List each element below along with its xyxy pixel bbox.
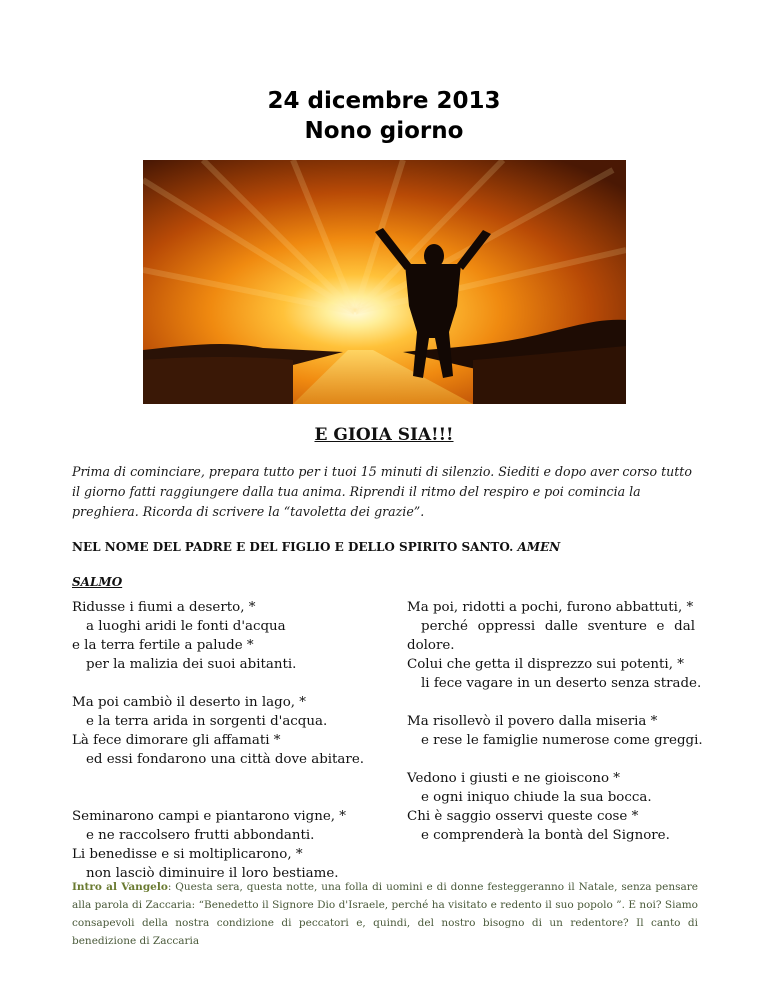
psalm-line: li fece vagare in un deserto senza strade. [421,676,702,691]
page-subtitle: Nono giorno [304,118,464,144]
salmo-label: SALMO [72,575,123,589]
psalm-line: e rese le famiglie numerose come greggi. [421,733,703,748]
psalm-line: Ridusse i fiumi a deserto, * [72,600,256,615]
invocation-text: NEL NOME DEL PADRE E DEL FIGLIO E DELLO SPIRITO SANTO. [72,540,514,554]
gospel-intro-paragraph [72,878,698,950]
psalm-line: non lasciò diminuire il loro bestiame. [86,866,339,881]
psalm-line: Là fece dimorare gli affamati * [72,733,281,748]
psalm-line: e la terra arida in sorgenti d'acqua. [86,714,328,729]
psalm-line: e comprenderà la bontà del Signore. [421,828,670,843]
psalm-line: Chi è saggio osservi queste cose * [407,809,639,824]
psalm-line: ed essi fondarono una città dove abitare. [86,752,364,767]
psalm-line: Ma poi, ridotti a pochi, furono abbattuti, * [407,600,694,615]
section-heading: E GIOIA SIA!!! [314,425,454,445]
intro-paragraph: Prima di cominciare, prepara tutto per i tuoi 15 minuti di silenzio. Siediti e dopo aver corso tutto il giorno fatti raggiungere dalla tua anima. Riprendi il ritmo del respiro e poi comincia la preghiera. Ricorda di scrivere la “tavoletta dei grazie”. [72,464,692,519]
psalm-line: Colui che getta il disprezzo sui potenti, * [407,657,684,672]
psalm-line: Vedono i giusti e ne gioiscono * [407,771,621,786]
psalm-line: dolore. [407,638,455,653]
psalm-line: Seminarono campi e piantarono vigne, * [72,809,346,824]
psalm-line: Ma risollevò il povero dalla miseria * [407,714,658,729]
page-title-date: 24 dicembre 2013 [267,88,501,114]
invocation-line [72,540,560,554]
psalm-line: e ogni iniquo chiude la sua bocca. [421,790,652,805]
psalm-line: perché oppressi dalle sventure e dal [421,619,695,634]
psalm-line: e ne raccolsero frutti abbondanti. [86,828,315,843]
gospel-intro-text: : Questa sera, questa notte, una folla di uomini e di donne festeggeranno il Natale, senza pensare alla parola di Zaccaria: “Benedetto il Signore Dio d'Israele, perché ha visitato e redento il suo popolo ”. E noi? Siamo consapevoli della nostra condizione di peccatori e, quindi, del nostro bisogno di un redentore? Il canto di benedizione di Zaccaria [72,881,699,947]
gospel-intro-label: Intro al Vangelo [72,881,168,893]
psalm-line: e la terra fertile a palude * [72,638,254,653]
psalm-line: Ma poi cambiò il deserto in lago, * [72,695,306,710]
amen-text: AMEN [517,540,561,554]
psalm-line: Li benedisse e si moltiplicarono, * [72,847,303,862]
psalm-right-column [407,598,703,845]
psalm-left-column [72,598,372,883]
psalm-line: per la malizia dei suoi abitanti. [86,657,297,672]
sunrise-silhouette-image [143,160,626,404]
psalm-line: a luoghi aridi le fonti d'acqua [86,619,286,634]
